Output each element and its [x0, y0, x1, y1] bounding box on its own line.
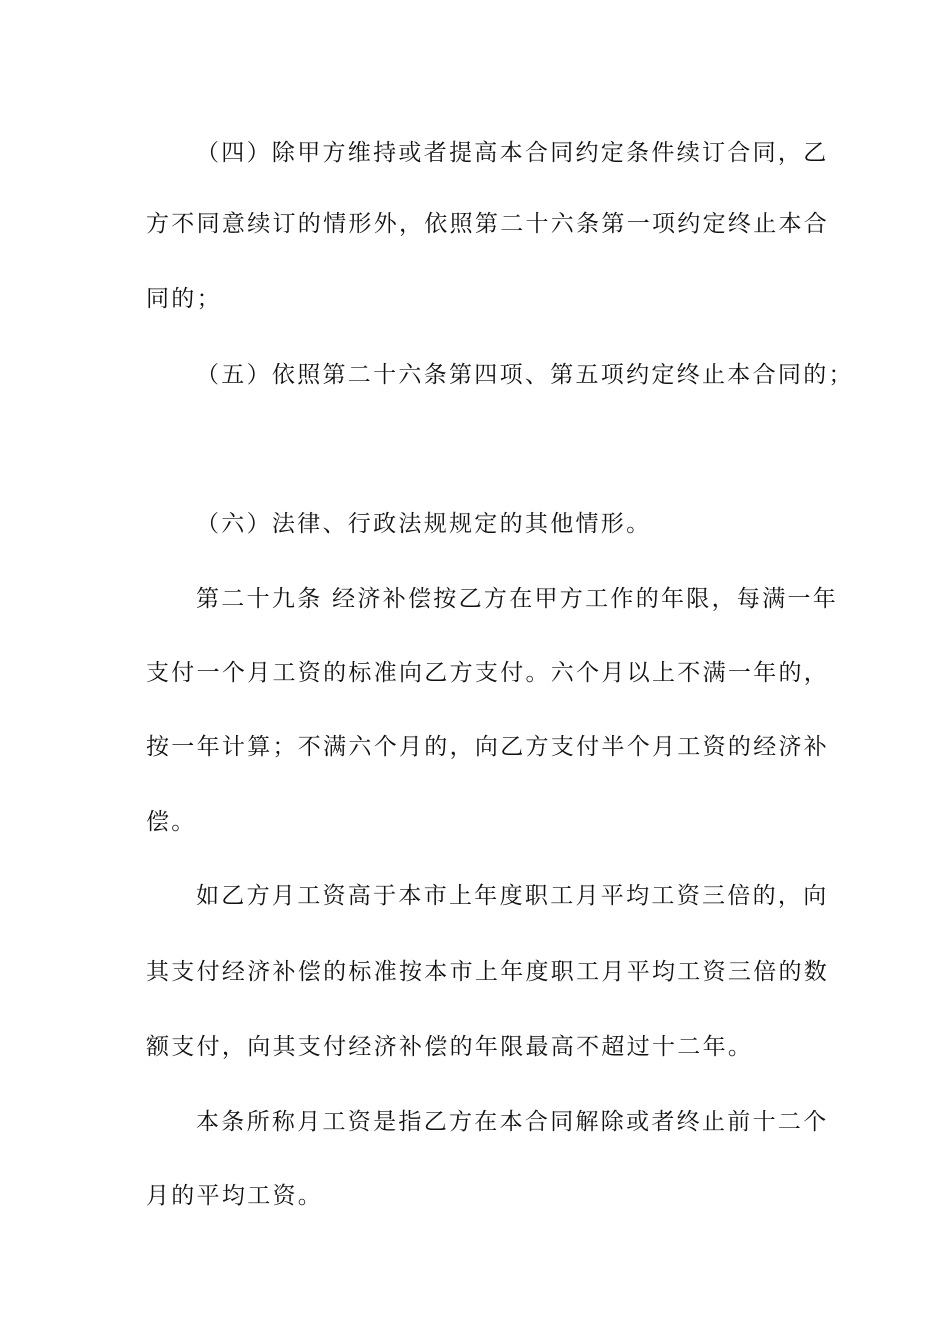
article-29-line-2: 支付一个月工资的标准向乙方支付。六个月以上不满一年的，: [146, 660, 830, 686]
paragraph-wage-cap-line-3: 额支付，向其支付经济补偿的年限最高不超过十二年。: [146, 1034, 754, 1060]
paragraph-6-line-1: （六）法律、行政法规规定的其他情形。: [196, 511, 652, 537]
paragraph-4-line-1: （四）除甲方维持或者提高本合同约定条件续订合同，乙: [196, 140, 829, 166]
paragraph-monthly-wage-line-2: 月的平均工资。: [146, 1183, 324, 1209]
article-29-line-1: 第二十九条 经济补偿按乙方在甲方工作的年限，每满一年: [196, 586, 839, 612]
paragraph-wage-cap-line-1: 如乙方月工资高于本市上年度职工月平均工资三倍的，向: [196, 883, 829, 909]
paragraph-5-line-1: （五）依照第二十六条第四项、第五项约定终止本合同的；: [196, 362, 854, 388]
paragraph-4-line-2: 方不同意续订的情形外，依照第二十六条第一项约定终止本合: [146, 211, 830, 237]
paragraph-4-line-3: 同的；: [146, 286, 222, 312]
paragraph-monthly-wage-line-1: 本条所称月工资是指乙方在本合同解除或者终止前十二个: [196, 1109, 829, 1135]
article-29-line-4: 偿。: [146, 809, 197, 835]
paragraph-wage-cap-line-2: 其支付经济补偿的标准按本市上年度职工月平均工资三倍的数: [146, 959, 830, 985]
article-29-line-3: 按一年计算；不满六个月的，向乙方支付半个月工资的经济补: [146, 734, 830, 760]
